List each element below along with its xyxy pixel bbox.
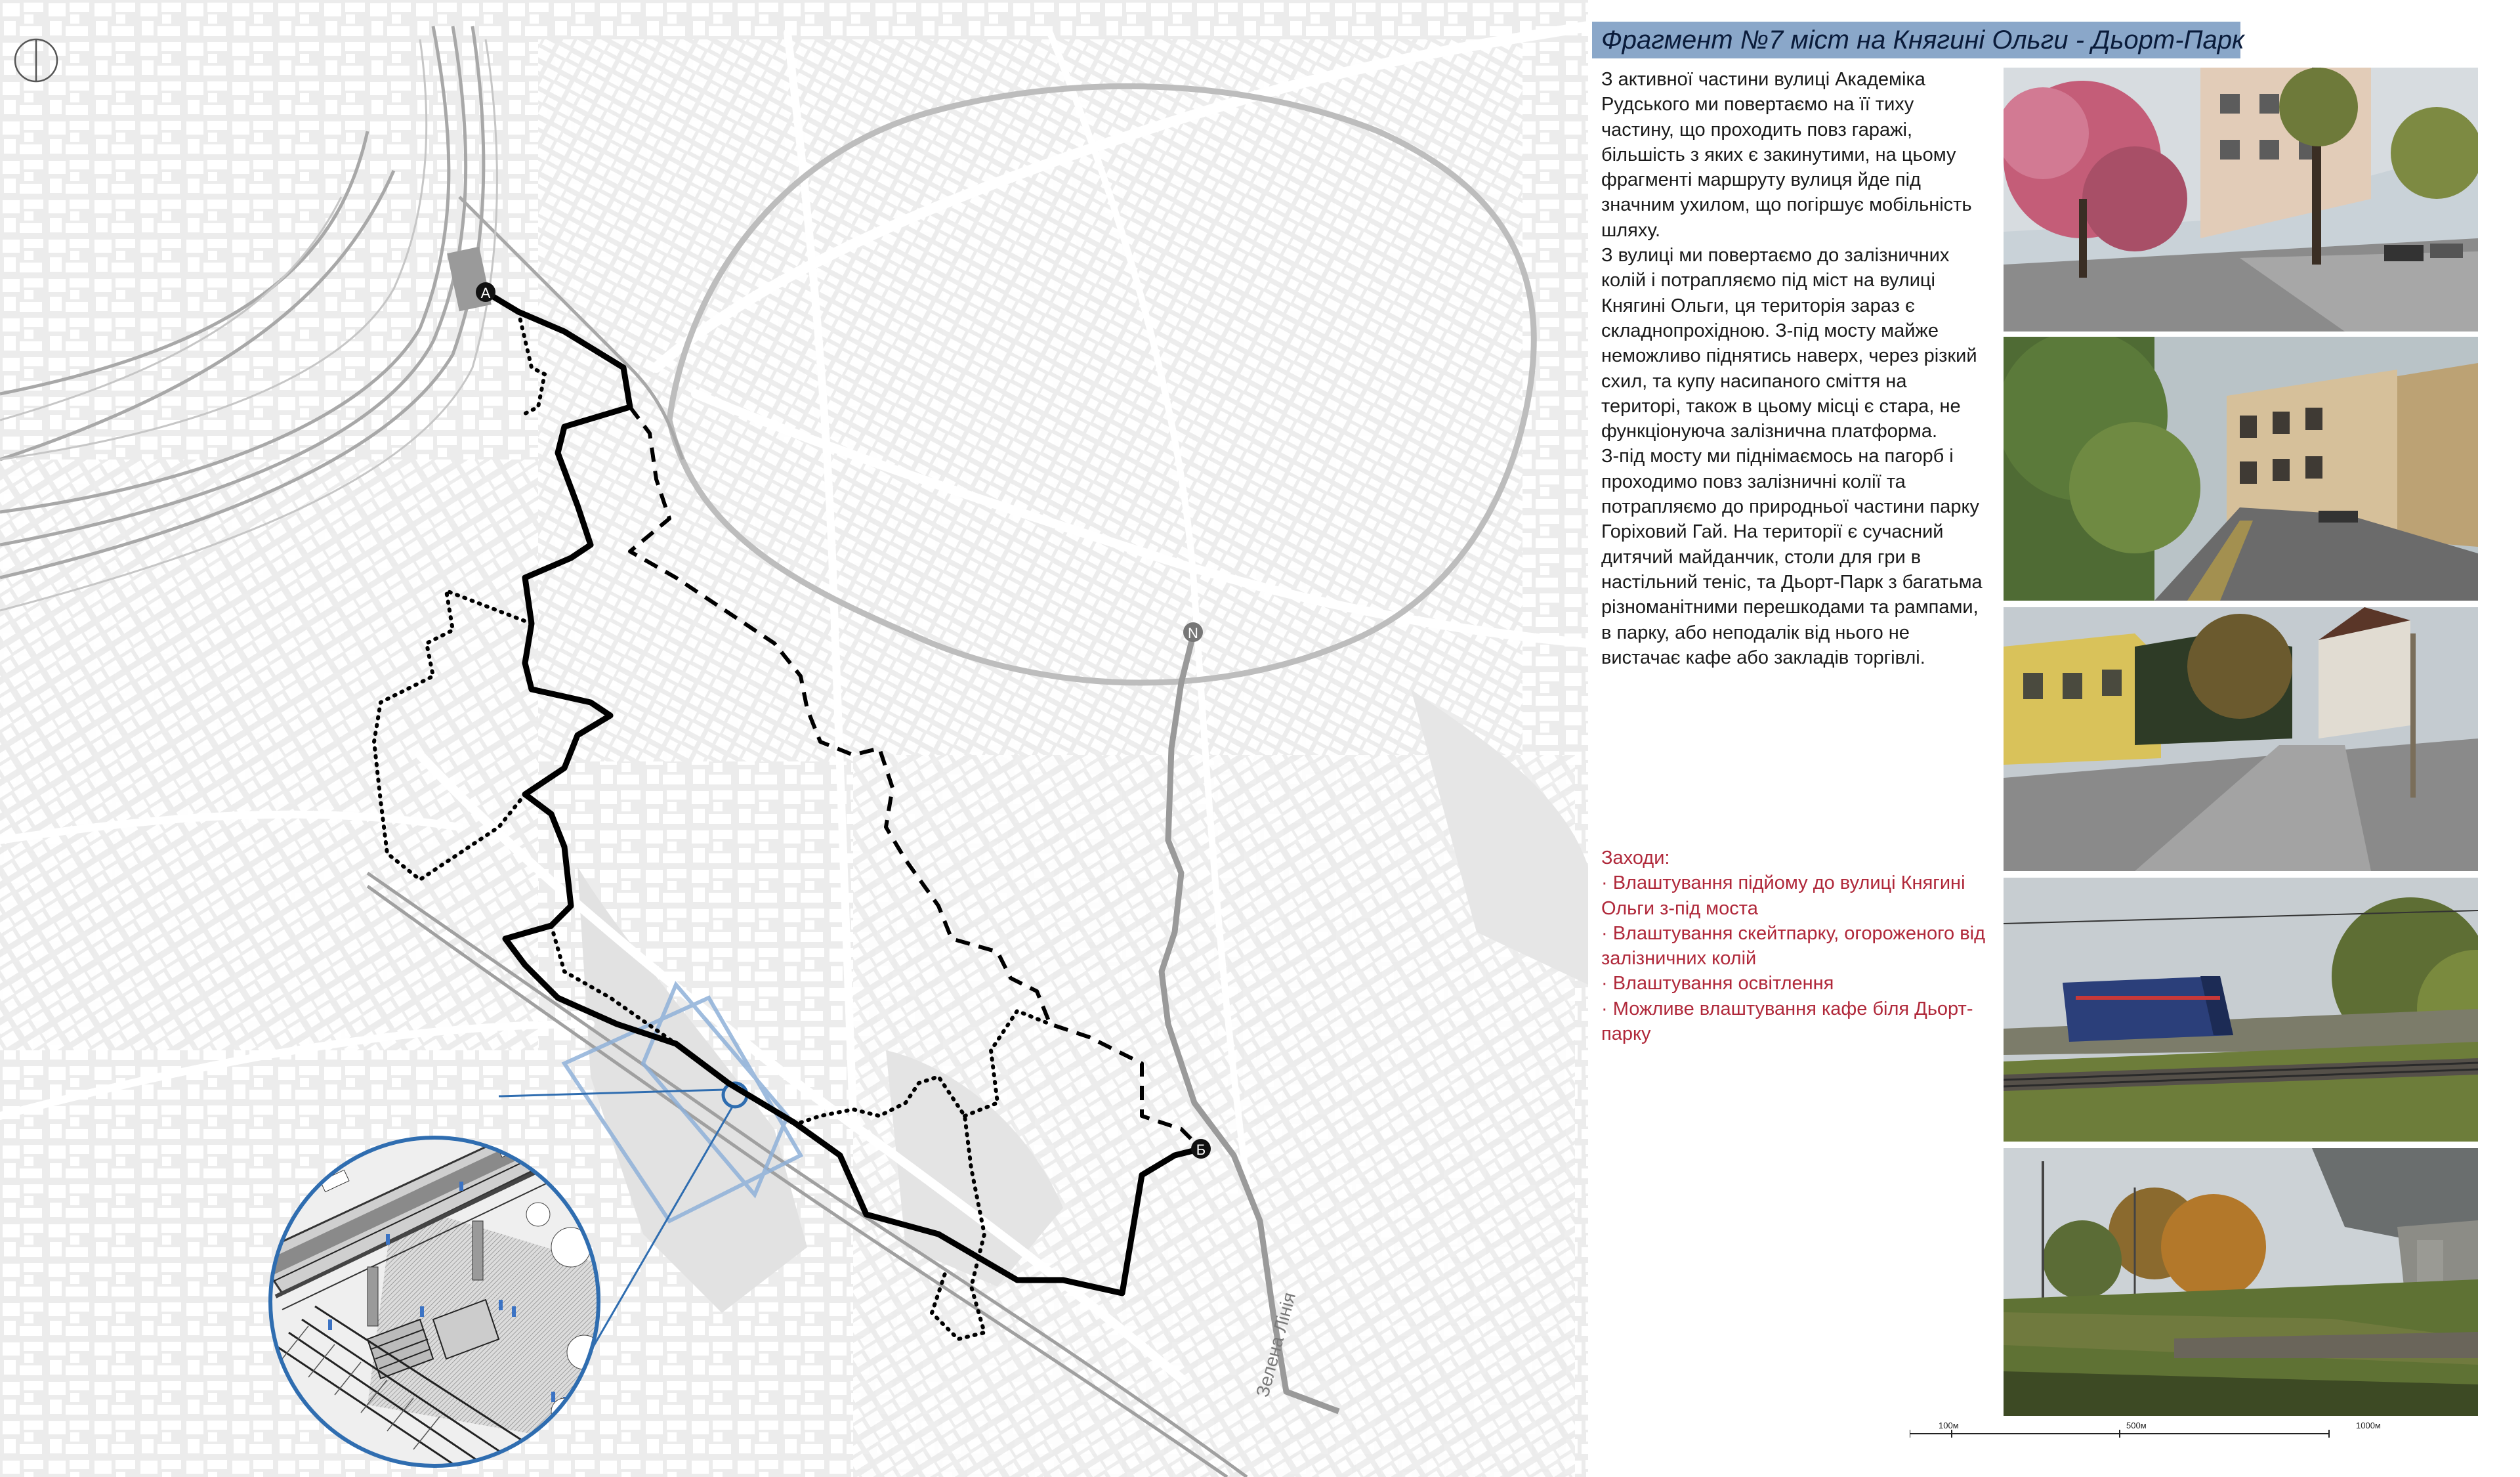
green-line-north-marker[interactable]	[1183, 622, 1203, 642]
scale-label-1000: 1000м	[2356, 1421, 2381, 1430]
photo-street-autumn-houses	[2004, 337, 2478, 601]
photo-train-on-tracks	[2004, 878, 2478, 1142]
scale-bar	[1910, 1426, 2330, 1445]
description-paragraph-2: З вулиці ми повертаємо до залізничних колій і потрапляємо під міст на вулиці Княгині Ольги, ця територія зараз є складнопрохідною. З-під мосту майже неможливо піднятись наверх, через різкий схил, та купу насипаного сміття на територі, також в цьому місці є стара, не функціонуюча залізнична платформа.	[1601, 245, 1977, 442]
end-point-marker[interactable]	[1191, 1139, 1211, 1159]
measures-heading: Заходи:	[1601, 847, 1670, 868]
page-title: Фрагмент №7 міст на Княгині Ольги - Дьорт-Парк	[1592, 22, 2240, 58]
description-text	[1601, 67, 1988, 670]
description-paragraph-3: З-під мосту ми піднімаємось на пагорб і проходимо повз залізничні колії та потрапляємо до природньої частини парку Горіховий Гай. На території є сучасний дитячий майданчик, столи для гри в настільний теніс, та Дьорт-Парк з багатьма різноманітними перешкодами та рампами, в парку, або неподалік від нього не вистачає кафе або закладів торгівлі.	[1601, 446, 1983, 668]
measure-item: · Влаштування скейтпарку, огороженого від залізничних колій	[1601, 922, 1985, 970]
photo-under-bridge-tracks	[2004, 1148, 2478, 1416]
measures-list	[1601, 846, 1988, 1046]
description-paragraph-1: З активної частини вулиці Академіка Рудського ми повертаємо на її тиху частину, що проходить повз гаражі, більшість з яких є закинутими, на цьому фрагменті маршруту вулиця йде під значним ухилом, що погіршує мобільність шляху.	[1601, 69, 1972, 241]
measure-item: · Влаштування освітлення	[1601, 973, 1834, 995]
green-line-label: Зелена Лінія	[1251, 1290, 1300, 1400]
photo-street-blossom-tree	[2004, 68, 2478, 332]
photo-cobblestone-street-houses	[2004, 607, 2478, 871]
scale-label-100: 100м	[1939, 1421, 1959, 1430]
start-point-marker[interactable]	[476, 282, 495, 302]
measure-item: · Можливе влаштування кафе біля Дьорт-парку	[1601, 998, 1973, 1045]
north-point-label: N	[1188, 625, 1198, 641]
measure-item: · Влаштування підйому до вулиці Княгині Ольги з-під моста	[1601, 872, 1965, 919]
end-point-label: Б	[1196, 1142, 1206, 1158]
scale-label-500: 500м	[2126, 1421, 2147, 1430]
start-point-label: А	[480, 285, 491, 301]
